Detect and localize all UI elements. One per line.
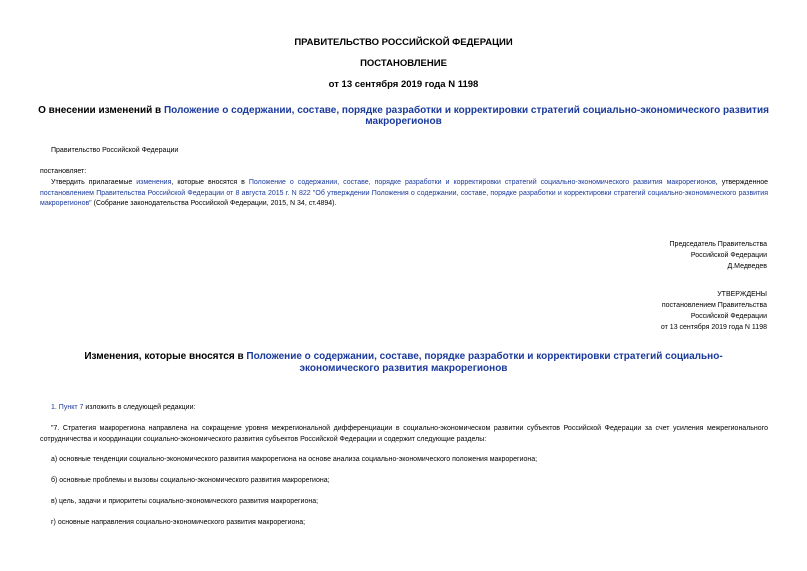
approved-label: УТВЕРЖДЕНЫ xyxy=(717,291,767,298)
change-item-1-number: 1. xyxy=(51,404,59,411)
decides-label: постановляет: xyxy=(40,168,87,175)
list-item-b: б) основные проблемы и вызовы социально-экономического развития макрорегиона; xyxy=(51,477,330,484)
approve-suffix: (Собрание законодательства Российской Федерации, 2015, N 34, ст.4894). xyxy=(91,200,337,207)
government-label: Правительство Российской Федерации xyxy=(51,147,179,154)
document-type: ПОСТАНОВЛЕНИЕ xyxy=(360,58,447,69)
signature-federation: Российской Федерации xyxy=(690,252,767,259)
approve-paragraph xyxy=(40,178,768,210)
point-7-link[interactable]: Пункт 7 xyxy=(58,404,84,411)
signature-position: Председатель Правительства xyxy=(669,241,767,248)
approved-date: от 13 сентября 2019 года N 1198 xyxy=(660,324,767,331)
list-item-a: а) основные тенденции социально-экономического развития макрорегиона на основе анализа социально-экономического положения макрорегиона; xyxy=(51,456,538,463)
changes-link[interactable]: изменения xyxy=(136,179,172,186)
document-title-link[interactable]: Положение о содержании, составе, порядке разработки и корректировки стратегий социально-экономического развития макрорегионов xyxy=(163,105,769,127)
issuer-heading: ПРАВИТЕЛЬСТВО РОССИЙСКОЙ ФЕДЕРАЦИИ xyxy=(294,37,513,48)
change-item-1 xyxy=(51,403,195,414)
document-title xyxy=(0,105,807,127)
signature-block xyxy=(670,239,767,272)
changes-title xyxy=(48,351,759,375)
approved-block xyxy=(661,289,767,333)
changes-title-link[interactable]: Положение о содержании, составе, порядке разработки и корректировки стратегий социально-экономического развития макрорегионов xyxy=(246,351,723,374)
approve-prefix: Утвердить прилагаемые xyxy=(51,179,137,186)
document-title-prefix: О внесении изменений в xyxy=(38,105,164,116)
approve-mid: , которые вносятся в xyxy=(171,179,249,186)
quote-paragraph: "7. Стратегия макрорегиона направлена на сокращение уровня межрегиональной дифференциации в социально-экономическом развитии субъектов Российской Федерации за счет усиления межрегионального сотрудничества и координации социально-экономического развития субъектов Российской Федерации и содержит следующие разделы: xyxy=(40,425,768,443)
approved-federation: Российской Федерации xyxy=(690,313,767,320)
list-item-v: в) цель, задачи и приоритеты социально-экономического развития макрорегиона; xyxy=(51,498,319,505)
regulation-link[interactable]: Положение о содержании, составе, порядке разработки и корректировки стратегий социально-экономического развития макрорегионов xyxy=(248,179,716,186)
approve-mid2: , утвержденное xyxy=(715,179,769,186)
signature-name: Д.Медведев xyxy=(727,263,767,270)
approved-by: постановлением Правительства xyxy=(661,302,767,309)
resolution-link[interactable]: постановлением Правительства Российской Федерации от 8 августа 2015 г. N 822 "Об утверждении Положения о содержании, составе, порядке разработки и корректировки стратегий социально-экономического развития макрорегионов" xyxy=(40,189,768,207)
document-date-number: от 13 сентября 2019 года N 1198 xyxy=(328,79,479,90)
changes-title-prefix: Изменения, которые вносятся в xyxy=(84,351,247,362)
list-item-g: г) основные направления социально-экономического развития макрорегиона; xyxy=(51,519,306,526)
change-item-1-text: изложить в следующей редакции: xyxy=(83,404,196,411)
